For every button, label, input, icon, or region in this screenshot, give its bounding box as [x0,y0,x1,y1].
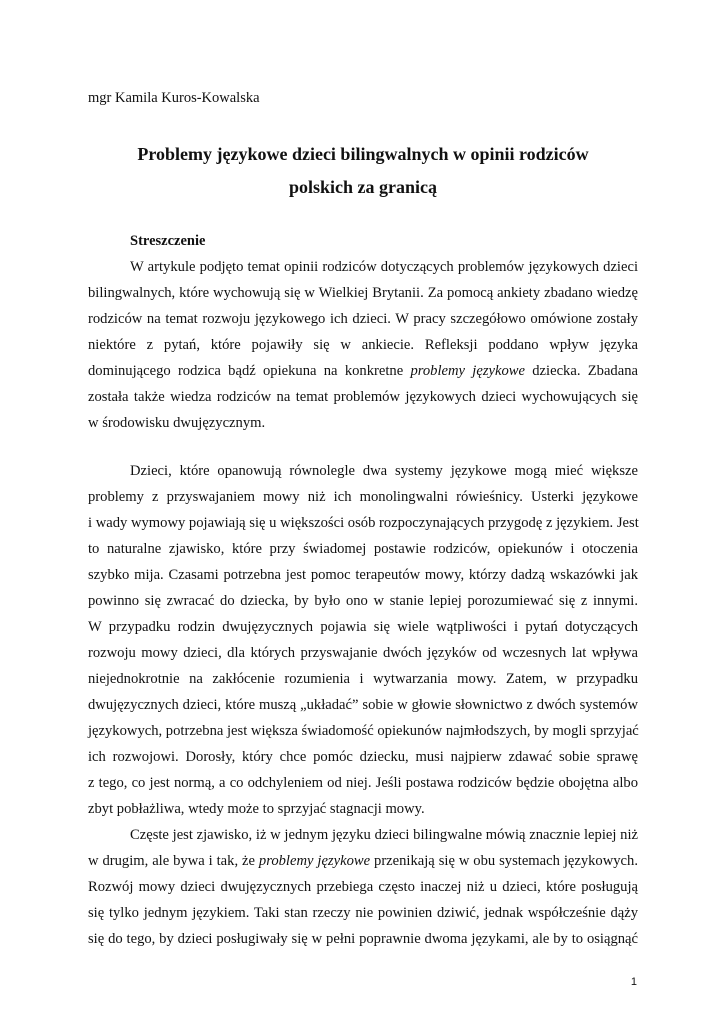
body-line: z tego, co jest normą, a co odchyleniem od niej. Jeśli postawa rodziców będzie obojętna albo [88,775,638,791]
body-line: powinno się zwracać do dziecka, by było ono w stanie lepiej porozumiewać się z innymi. [88,593,638,609]
abstract-line [88,363,638,380]
body-line: Częste jest zjawisko, iż w jednym języku dzieci bilingwalne mówią znacznie lepiej niż [130,827,638,843]
abstract-line: rodziców na temat rozwoju językowego ich dzieci. W pracy szczegółowo omówione zostały [88,311,638,327]
author-line: mgr Kamila Kuros-Kowalska [88,90,260,106]
body-line: ich rozwojowi. Dorosły, który chce pomóc dziecku, musi najpierw zdawać sobie sprawę [88,749,638,765]
body-line: Rozwój mowy dzieci dwujęzycznych przebiega często inaczej niż u dzieci, które posługują [88,879,638,895]
abstract-heading: Streszczenie [130,233,206,249]
abstract-line: W artykule podjęto temat opinii rodziców dotyczących problemów językowych dzieci [130,259,638,275]
body-line: zbyt pobłażliwa, wtedy może to sprzyjać stagnacji mowy. [88,801,425,817]
body-line: niejednokrotnie na zakłócenie rozumienia i wytwarzania mowy. Zatem, w przypadku [88,671,638,687]
emphasis-text: problemy językowe [410,363,525,379]
body-line: rozwoju mowy dzieci, dla których przyswajanie dwóch języków od wczesnych lat wpływa [88,645,638,661]
body-line: i wady wymowy pojawiają się u większości osób rozpoczynających przygodę z językiem. Jest [88,515,639,531]
body-line: W przypadku rodzin dwujęzycznych pojawia się wiele wątpliwości i pytań dotyczących [88,619,638,635]
body-line: szybko mija. Czasami potrzebna jest pomoc terapeutów mowy, którzy dadzą wskazówki jak [88,567,638,583]
body-line: językowych, potrzebna jest większa świadomość opiekunów najmłodszych, by mogli sprzyjać [88,723,639,739]
body-line: to naturalne zjawisko, które przy świadomej postawie rodziców, opiekunów i otoczenia [88,541,638,557]
abstract-line: niektóre z pytań, które pojawiły się w ankiecie. Refleksji poddano wpływ języka [88,337,638,353]
title-line-2: polskich za granicą [288,177,437,197]
body-line: się do tego, by dzieci posługiwały się w pełni poprawnie dwoma językami, ale by to osiągnąć [88,931,638,947]
abstract-line: bilingwalnych, które wychowują się w Wielkiej Brytanii. Za pomocą ankiety zbadano wiedzę [88,285,638,301]
body-line [88,853,638,870]
body-line: się tylko jednym językiem. Taki stan rzeczy nie powinien dziwić, jednak współcześnie dąży [88,905,638,921]
abstract-line: została także wiedza rodziców na temat problemów językowych dzieci wychowujących się [88,389,638,405]
title-line-1: Problemy językowe dzieci bilingwalnych w opinii rodziców [137,144,589,164]
page-number: 1 [630,976,637,988]
emphasis-text: problemy językowe [258,853,371,869]
text-run: dominującego rodzica bądź opiekuna na konkretne [88,363,411,379]
body-line: Dzieci, które opanowują równolegle dwa systemy językowe mogą mieć większe [130,463,638,479]
abstract-line: w środowisku dwujęzycznym. [88,415,266,431]
body-line: dwujęzycznych dzieci, które muszą „układać” sobie w głowie słownictwo z dwóch systemów [88,697,638,713]
text-run: przenikają się w obu systemach językowych. [370,853,638,869]
text-run: dziecka. Zbadana [524,363,638,379]
body-line: problemy z przyswajaniem mowy niż ich monolingwalni rówieśnicy. Usterki językowe [88,489,638,505]
text-run: w drugim, ale bywa i tak, że [88,853,259,869]
